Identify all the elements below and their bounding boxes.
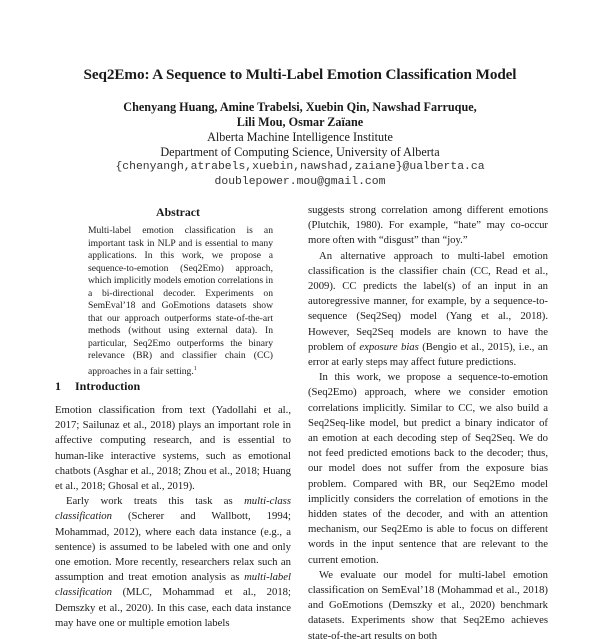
emphasis: multi-label classification xyxy=(55,571,291,599)
abstract-text: Multi-label emotion classification is an important task in NLP and is essential to many applications. In this work, we propose a sequence-to-emotion (Seq2Emo) approach, which implicitly models emotion correlations in a bi-directional decoder. Experiments on SemEval’18 and GoEmotions datasets show that our approach outperforms state-of-the-art methods (without using external data). In particular, Seq2Emo outperforms the binary relevance (BR) and classifier chain (CC) approaches in a fair setting. xyxy=(88,225,273,377)
emphasis: multi-class classification xyxy=(55,495,291,523)
abstract-heading: Abstract xyxy=(156,205,200,219)
intro-paragraph-2 xyxy=(55,494,291,631)
text-run: (Bengio et al., 2015), i.e., an error at early steps may affect future predictions. xyxy=(308,340,548,369)
paper-title: Seq2Emo: A Sequence to Multi-Label Emotion Classification Model xyxy=(83,66,517,83)
intro-paragraph-5: We evaluate our model for multi-label emotion classification on SemEval’18 (Mohammad et al., 2018) and GoEmotions (Demszky et al., 2020) benchmark datasets. Experiments show that Seq2Emo achieves state-of-the-art results on both xyxy=(308,568,548,642)
left-column-body xyxy=(55,403,291,631)
intro-paragraph-3 xyxy=(308,249,548,371)
author-email-secondary: doublepower.mou@gmail.com xyxy=(214,176,386,188)
affiliation-institute: Alberta Machine Intelligence Institute xyxy=(207,130,393,144)
section-number: 1 xyxy=(55,379,61,393)
author-emails: {chenyangh,atrabels,xuebin,nawshad,zaiane}@ualberta.ca xyxy=(115,161,485,173)
text-run: Early work treats this task as xyxy=(66,495,245,508)
intro-paragraph-1: Emotion classification from text (Yadollahi et al., 2017; Sailunaz et al., 2018) plays an important role in affective computing research, and is essential to human-like interactive systems, such as emotional chatbots (Asghar et al., 2018; Zhou et al., 2018; Huang et al., 2018; Ghosal et al., 2019). xyxy=(55,404,291,493)
section-title: Introduction xyxy=(75,379,141,393)
abstract-body xyxy=(88,225,273,378)
affiliations xyxy=(0,130,600,190)
intro-paragraph-continued: suggests strong correlation among different emotions (Plutchik, 1980). For example, “hate” may co-occur more often with “disgust” than “joy.” xyxy=(308,204,548,247)
right-column-body xyxy=(308,203,548,644)
authors-line-2: Lili Mou, Osmar Zaïane xyxy=(236,115,364,129)
intro-paragraph-4: In this work, we propose a sequence-to-emotion (Seq2Emo) approach, where we consider emotion correlations implicitly. Similar to CC, we also build a Seq2Seq-like model, but predict a binary indicator of an emotion at each decoding step of Seq2Seq. We do not feed predicted emotions back to the decoder; thus, our model does not suffer from the exposure bias problem. Compared with BR, our Seq2Emo model implicitly considers the correlation of emotions in the hidden states of the decoder, and with an attention mechanism, our Seq2Emo is able to focus on different words in the input sentence that are relevant to the current emotion. xyxy=(308,371,548,566)
authors-line-1: Chenyang Huang, Amine Trabelsi, Xuebin Qin, Nawshad Farruque, xyxy=(123,100,477,114)
footnote-marker[interactable]: 1 xyxy=(193,365,197,372)
author-list xyxy=(0,100,600,130)
text-run: (Scherer and Wallbott, 1994; Mohammad, 2012), where each data instance (e.g., a sentence) is assumed to be labeled with one and only one emotion. More recently, researchers relax such an assumption and treat emotion analysis as xyxy=(55,510,291,584)
text-run: (MLC, Mohammad et al., 2018; Demszky et al., 2020). In this case, each data instance may have one or multiple emotion labels xyxy=(55,586,291,629)
section-heading-introduction xyxy=(55,379,140,394)
text-run: An alternative approach to multi-label emotion classification is the classifier chain (CC, Read et al., 2009). CC predicts the label(s) of an input in an autoregressive manner, for example, by a sequence-to-sequence (Seq2Seq) model (Yang et al., 2018). However, Seq2Seq models are known to have the problem of xyxy=(308,249,548,353)
emphasis: exposure bias xyxy=(359,340,419,353)
affiliation-department: Department of Computing Science, University of Alberta xyxy=(160,145,440,159)
